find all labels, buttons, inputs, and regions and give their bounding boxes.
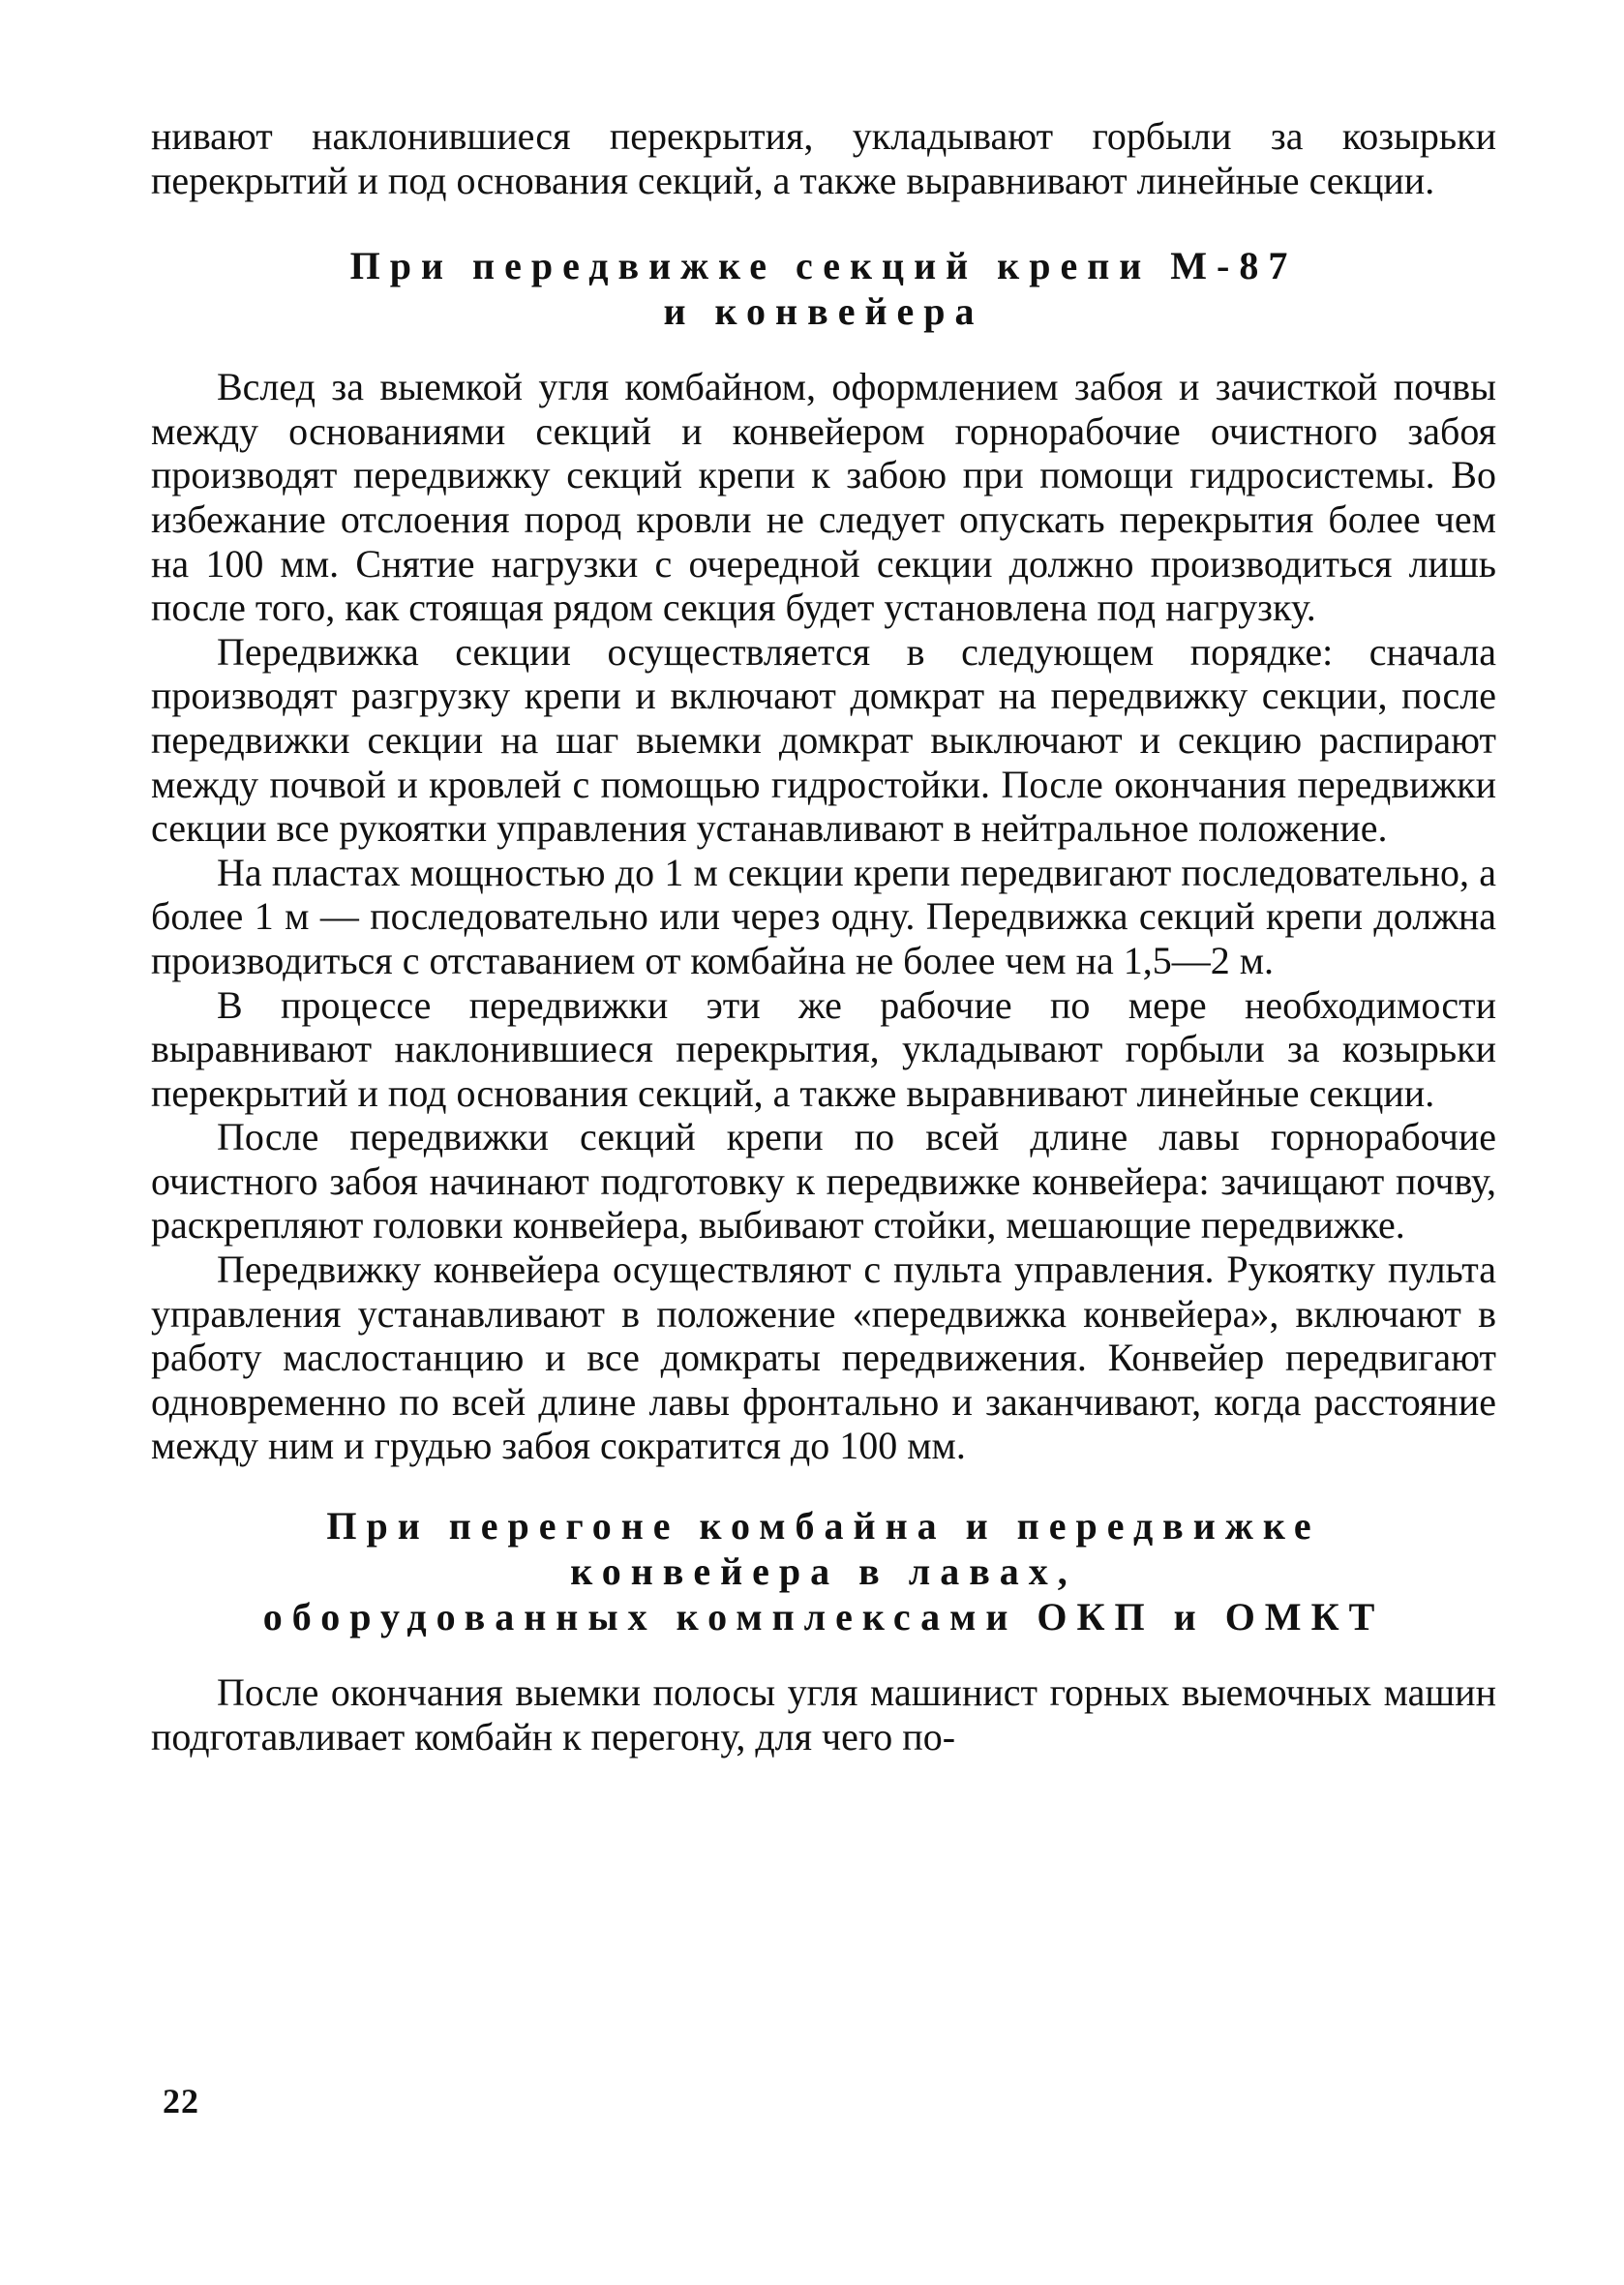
document-page [151, 114, 1496, 1759]
paragraph: Передвижку конвейера осуществляют с пульта управления. Рукоятку пульта управления устанавливают в положение «передвижка конвейера», включают в работу маслостанцию и все домкраты передвижения. Конвейер передвигают одновременно по всей длине лавы фронтально и заканчивают, когда расстояние между ним и грудью забоя сократится до 100 мм. [151, 1248, 1496, 1468]
paragraph: Передвижка секции осуществляется в следующем порядке: сначала производят разгрузку крепи и включают домкрат на передвижку секции, после передвижки секции на шаг выемки домкрат выключают и секцию распирают между почвой и кровлей с помощью гидростойки. После окончания передвижки секции все рукоятки управления устанавливают в нейтральное положение. [151, 629, 1496, 851]
paragraph: На пластах мощностью до 1 м секции крепи передвигают последовательно, а более 1 м — последовательно или через одну. Передвижка секций крепи должна производиться с отставанием от комбайна не более чем на 1,5—2 м. [151, 850, 1496, 982]
paragraph: Вслед за выемкой угля комбайном, оформлением забоя и зачисткой почвы между основаниями секций и конвейером горнорабочие очистного забоя производят передвижку секций крепи к забою при помощи гидросистемы. Во избежание отслоения пород кровли не следует опускать перекрытия более чем на 100 мм. Снятие нагрузки с очередной секции должно производиться лишь после того, как стоящая рядом секция будет установлена под нагрузку. [151, 365, 1496, 630]
section1-body [151, 365, 1496, 1468]
section2-heading-line: конвейера в лавах, [570, 1549, 1077, 1594]
intro-paragraph: нивают наклонившиеся перекрытия, укладывают горбыли за козырьки перекрытий и под основания секций, а также выравнивают линейные секции. [151, 114, 1496, 202]
section2-body [151, 1670, 1496, 1759]
section1-heading-line: и конвейера [663, 289, 984, 334]
section2-heading [151, 1503, 1496, 1639]
paragraph: В процессе передвижки эти же рабочие по мере необходимости выравнивают наклонившиеся перекрытия, укладывают горбыли за козырьки перекрытий и под основания секций, а также выравнивают линейные секции. [151, 982, 1496, 1115]
section2-heading-line: При перегоне комбайна и передвижке [326, 1504, 1321, 1548]
paragraph: После передвижки секций крепи по всей длине лавы горнорабочие очистного забоя начинают подготовку к передвижке конвейера: зачищают почву, раскрепляют головки конвейера, выбивают стойки, мешающие передвижке. [151, 1115, 1496, 1248]
page-number: 22 [163, 2082, 199, 2120]
paragraph: После окончания выемки полосы угля машинист горных выемочных машин подготавливает комбайн к перегону, для чего по- [151, 1670, 1496, 1759]
section1-heading-line: При передвижке секций крепи М-87 [349, 244, 1298, 288]
section2-heading-line: оборудованных комплексами ОКП и ОМКТ [262, 1595, 1385, 1639]
section1-heading [151, 243, 1496, 334]
